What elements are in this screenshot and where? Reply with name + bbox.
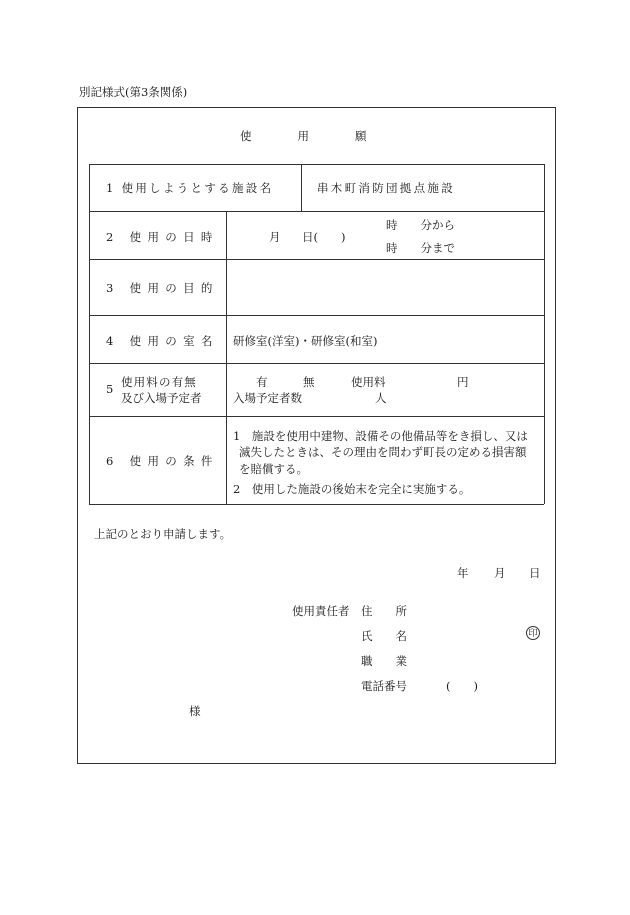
time-to: 時 分まで: [386, 241, 455, 255]
applicant-phone-label: 電話番号: [361, 679, 407, 693]
fee-label: 使用料: [351, 375, 386, 389]
row1-label: 1 使用しようとする施設名: [106, 181, 274, 195]
date-day-field: 日: [529, 566, 541, 580]
date-month-field: 月: [494, 566, 506, 580]
attendees-unit: 人: [375, 391, 387, 405]
condition-1-line3: を賠償する。: [239, 462, 308, 476]
row5-label-line2: 及び入場予定者: [121, 391, 202, 405]
row2-label: 2 使用の日時: [106, 230, 219, 244]
attendees-label: 入場予定者数: [233, 391, 302, 405]
condition-1-line2: 滅失したときは、その理由を問わず町長の定める損害額: [239, 445, 527, 459]
time-from: 時 分から: [386, 218, 455, 232]
condition-2: 2 使用した施設の後始末を完全に実施する。: [233, 482, 471, 496]
fee-yes: 有: [256, 375, 268, 389]
row3-label: 3 使用の目的: [106, 281, 219, 295]
date-month: 月: [269, 230, 281, 244]
addressee-suffix: 様: [189, 704, 201, 718]
seal-mark: 印: [526, 626, 540, 640]
row5-label-line1: 使用料の有無: [121, 375, 197, 389]
form-title: 使 用 願: [240, 129, 367, 143]
row5-number: 5: [106, 382, 114, 396]
date-day: 日( ): [302, 230, 346, 244]
applicant-role: 使用責任者: [292, 604, 350, 618]
date-year: 年: [457, 566, 469, 580]
applicant-address-label: 住 所: [361, 604, 407, 618]
row4-label: 4 使用の室名: [106, 334, 219, 348]
fee-unit: 円: [457, 375, 469, 389]
fee-no: 無: [303, 375, 315, 389]
application-statement: 上記のとおり申請します。: [94, 527, 232, 541]
condition-1-line1: 1 施設を使用中建物、設備その他備品等をき損し、又は: [233, 429, 528, 443]
applicant-phone-paren: ( ): [446, 679, 478, 693]
room-name: 研修室(洋室)・研修室(和室): [233, 334, 378, 348]
row6-label: 6 使用の条件: [106, 454, 219, 468]
applicant-occupation-label: 職 業: [361, 654, 407, 668]
applicant-name-label: 氏 名: [361, 629, 407, 643]
form-label: 別記様式(第3条関係): [79, 85, 188, 99]
facility-name: 串木町消防団拠点施設: [317, 181, 455, 195]
